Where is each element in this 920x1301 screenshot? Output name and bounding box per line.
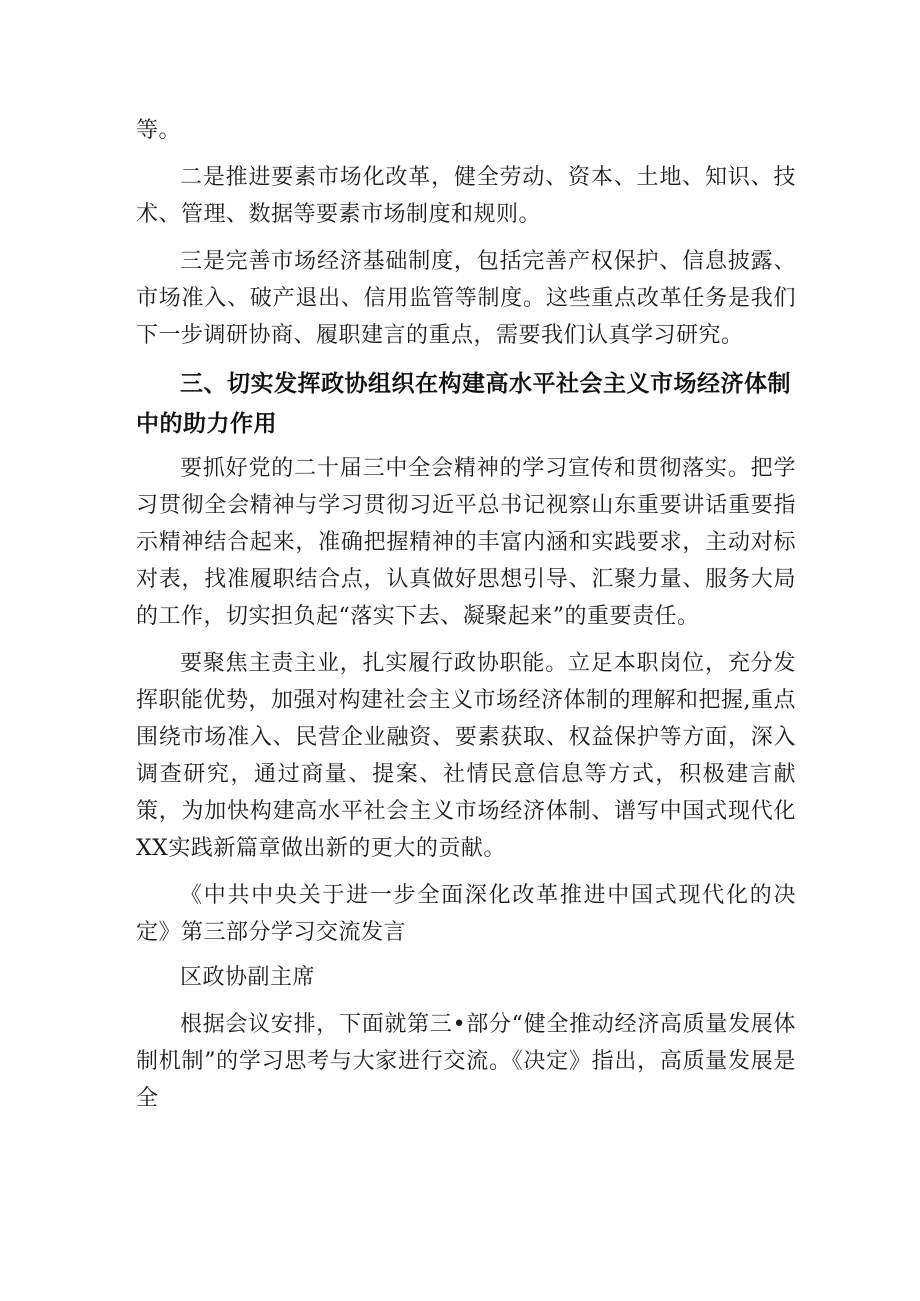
speech-title: 《中共中央关于进一步全面深化改革推进中国式现代化的决定》第三部分学习交流发言 — [136, 883, 796, 945]
paragraph-market-economy-foundation: 三是完善市场经济基础制度，包括完善产权保护、信息披露、市场准入、破产退出、信用监管等制度。这些重点改革任务是我们下一步调研协商、履职建言的重点，需要我们认真学习研究。 — [136, 249, 796, 348]
speaker-role: 区政协副主席 — [180, 965, 316, 990]
paragraph-factor-market-reform: 二是推进要素市场化改革，健全劳动、资本、土地、知识、技术、管理、数据等要素市场制度和规则。 — [136, 165, 796, 227]
section-heading-three: 三、切实发挥政协组织在构建高水平社会主义市场经济体制中的助力作用 — [136, 371, 791, 437]
paragraph-continuation: 等。 — [136, 118, 182, 143]
paragraph-focus-duties: 要聚焦主责主业，扎实履行政协职能。立足本职岗位，充分发挥职能优势，加强对构建社会主义市场经济体制的理解和把握,重点围绕市场准入、民营企业融资、要素获取、权益保护等方面，深入调查研究，通过商量、提案、社情民意信息等方式，积极建言献策，为加快构建高水平社会主义市场经济体制、谱写中国式现代化XX实践新篇章做出新的更大的贡献。 — [136, 651, 796, 861]
document-body — [136, 112, 796, 1127]
paragraph-speech-opening: 根据会议安排，下面就第三•部分“健全推动经济高质量发展体制机制”的学习思考与大家进行交流。《决定》指出，高质量发展是全 — [136, 1012, 796, 1111]
paragraph-study-implementation: 要抓好党的二十届三中全会精神的学习宣传和贯彻落实。把学习贯彻全会精神与学习贯彻习近平总书记视察山东重要讲话重要指示精神结合起来，准确把握精神的丰富内涵和实践要求，主动对标对表，找准履职结合点，认真做好思想引导、汇聚力量、服务大局的工作，切实担负起“落实下去、凝聚起来”的重要责任。 — [136, 456, 796, 629]
